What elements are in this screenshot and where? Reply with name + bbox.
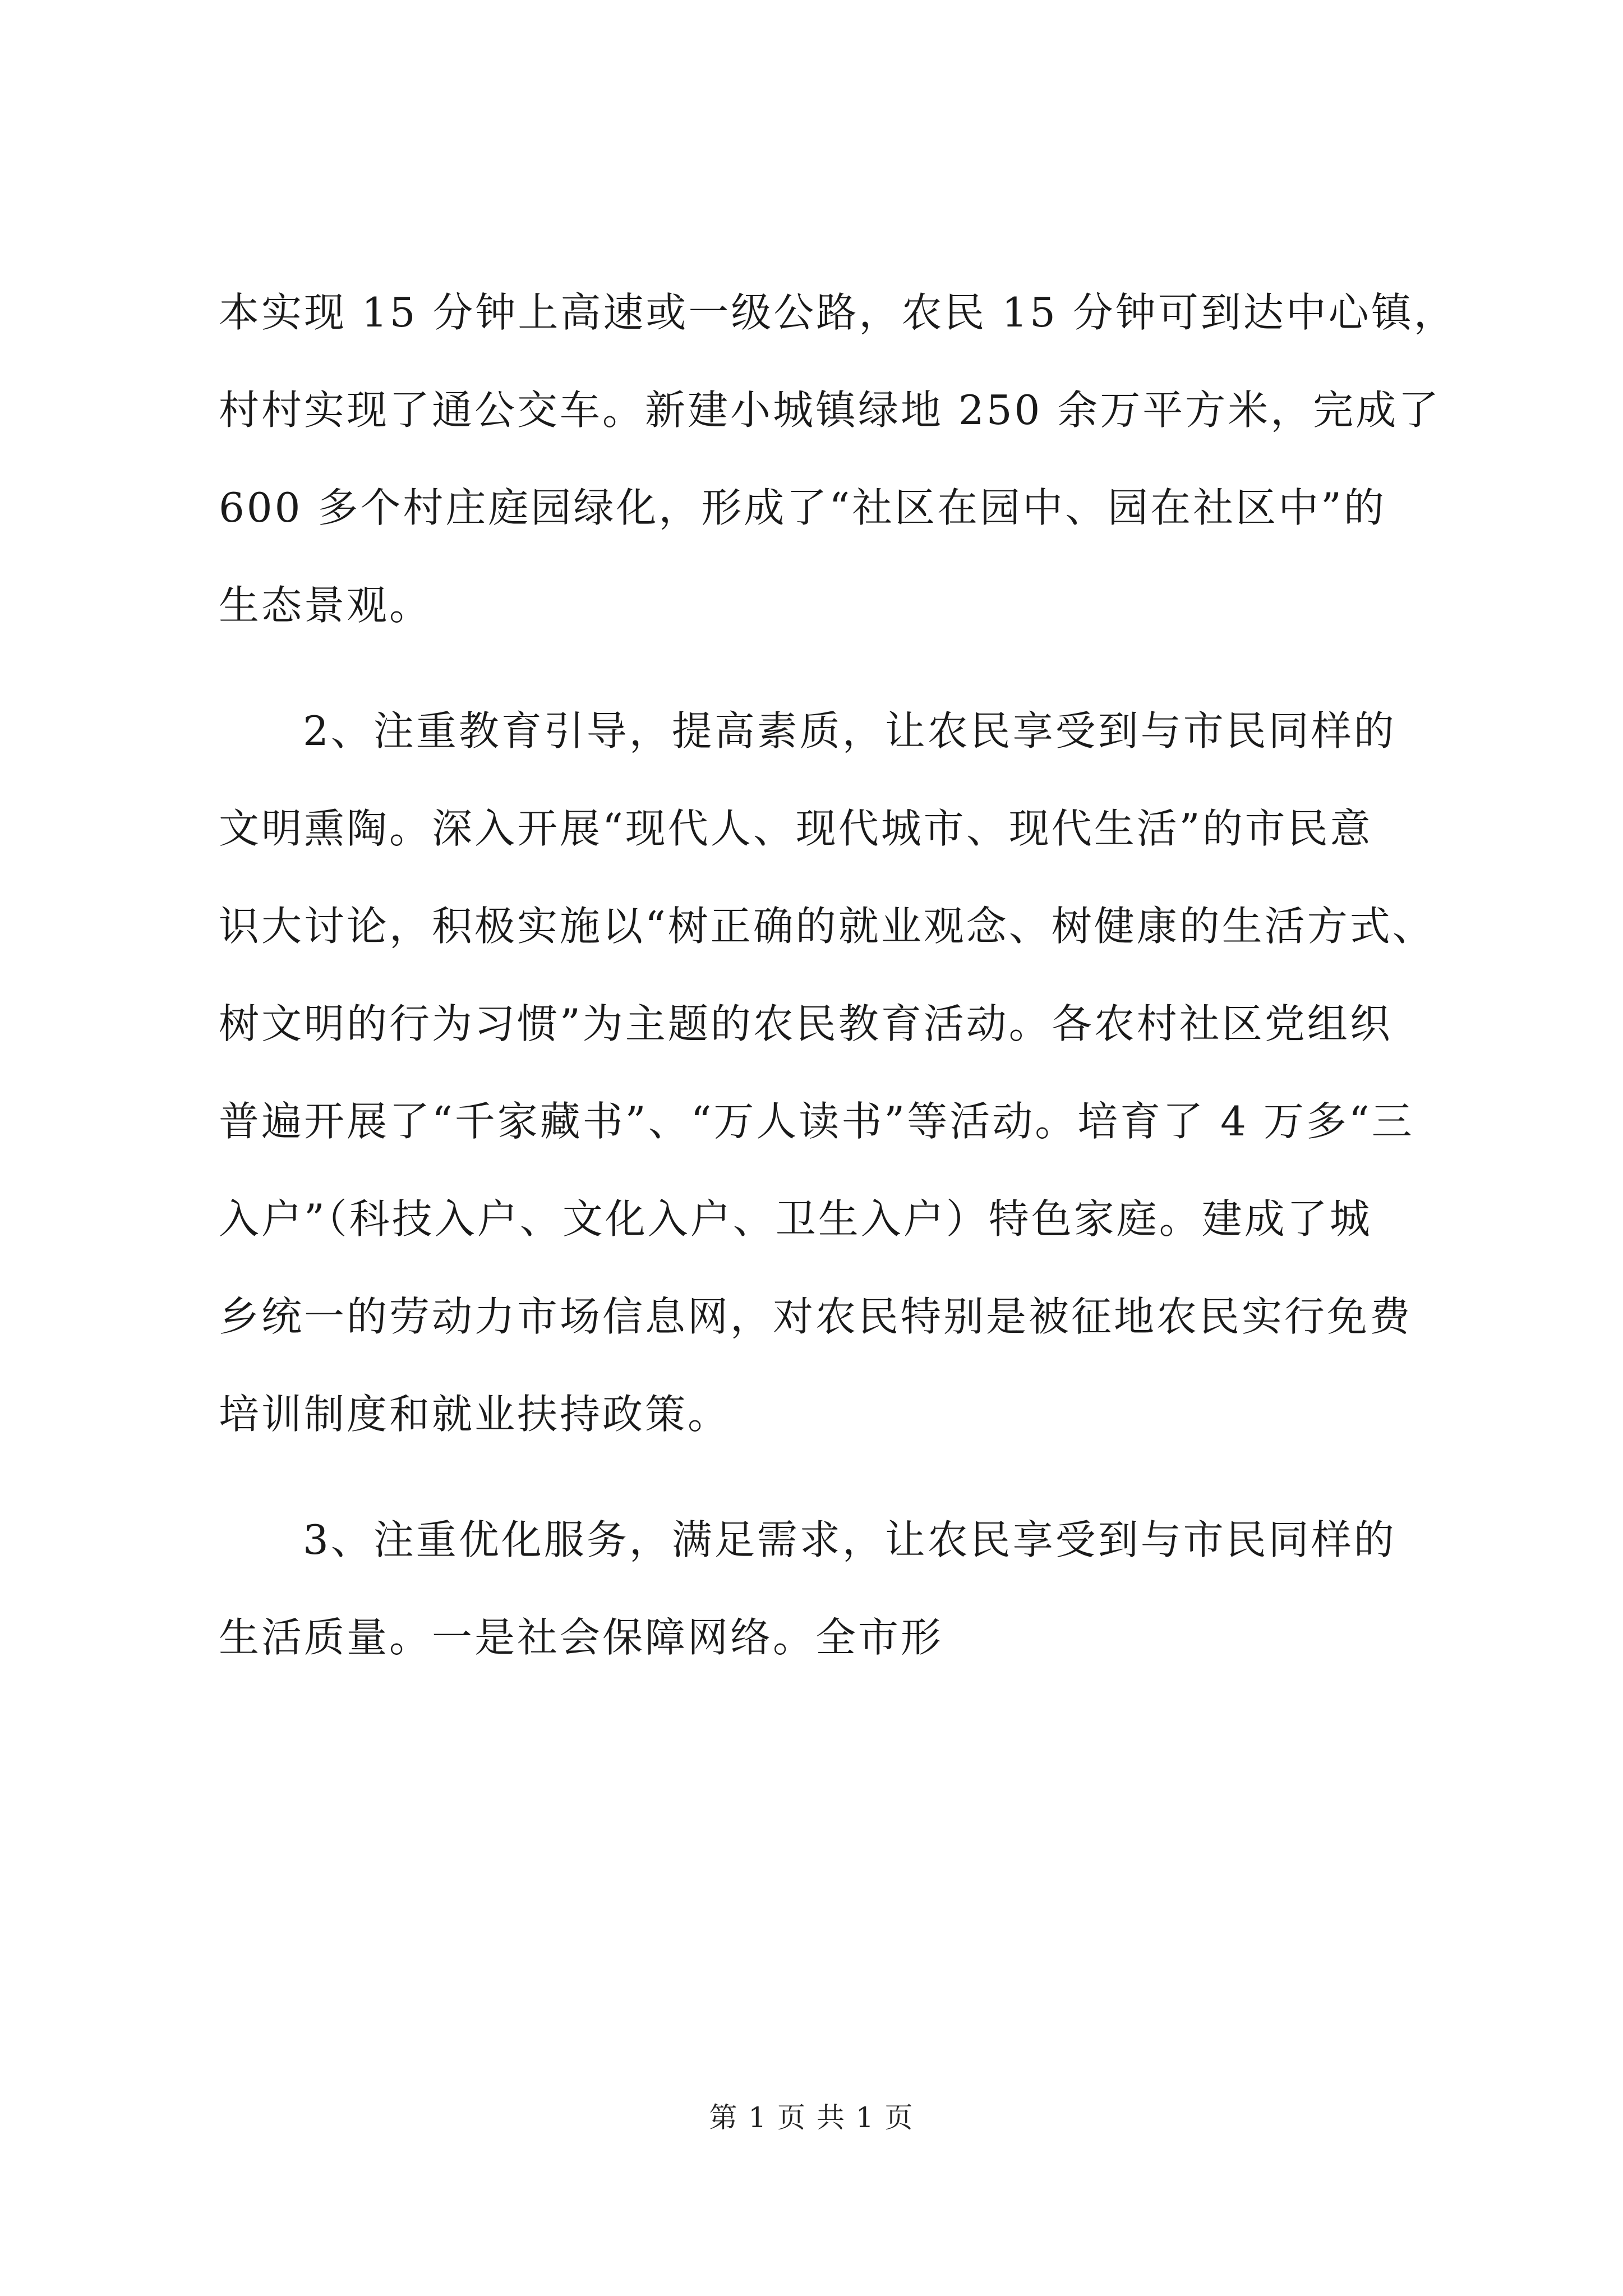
- page-footer: [0, 2101, 1623, 2134]
- paragraph-3: [219, 1491, 1424, 1686]
- document-body: [219, 264, 1456, 1686]
- text-line: 生态景观。: [219, 582, 432, 629]
- text-line: 文明熏陶。深入开展“现代人、现代城市、现代生活”的市民意: [219, 805, 1373, 852]
- paragraph-2: [219, 682, 1435, 1463]
- paragraph-gap: [219, 1463, 1424, 1491]
- text-line: 3、注重优化服务，满足需求，让农民享受到与市民同样的: [303, 1516, 1396, 1563]
- paragraph-1: [219, 264, 1456, 654]
- paragraph-gap: [219, 654, 1424, 682]
- text-line: 本实现 15 分钟上高速或一级公路，农民 15 分钟可到达中心镇，: [219, 289, 1456, 336]
- text-line: 乡统一的劳动力市场信息网，对农民特别是被征地农民实行免费: [219, 1293, 1413, 1340]
- text-line: 识大讨论，积极实施以“树正确的就业观念、树健康的生活方式、: [219, 903, 1435, 950]
- page-number-label: 第 1 页 共 1 页: [709, 2101, 914, 2134]
- text-line: 村村实现了通公交车。新建小城镇绿地 250 余万平方米，完成了: [219, 386, 1441, 434]
- text-line: 2、注重教育引导，提高素质，让农民享受到与市民同样的: [303, 707, 1396, 754]
- text-line: 600 多个村庄庭园绿化，形成了“社区在园中、园在社区中”的: [219, 484, 1386, 531]
- text-line: 培训制度和就业扶持政策。: [219, 1391, 731, 1438]
- text-line: 生活质量。一是社会保障网络。全市形: [219, 1614, 944, 1661]
- text-line: 树文明的行为习惯”为主题的农民教育活动。各农村社区党组织: [219, 1000, 1393, 1047]
- text-line: 入户”（科技入户、文化入户、卫生入户）特色家庭。建成了城: [219, 1195, 1372, 1243]
- text-line: 普遍开展了“千家藏书”、“万人读书”等活动。培育了 4 万多“三: [219, 1098, 1414, 1145]
